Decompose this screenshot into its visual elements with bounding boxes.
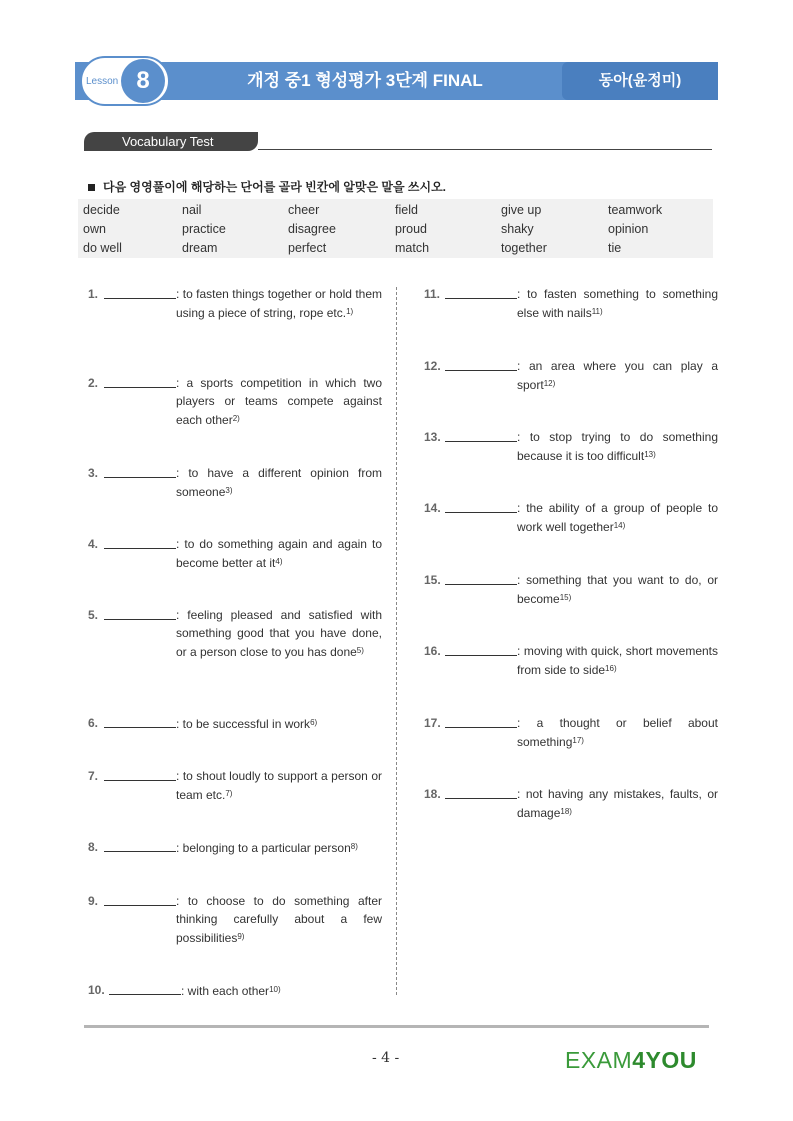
footnote-ref: 8) bbox=[350, 842, 358, 851]
footer-rule bbox=[84, 1025, 709, 1028]
question-number: 9. bbox=[88, 894, 99, 908]
question-number: 8. bbox=[88, 840, 99, 854]
definition-text: : a sports competition in which two players or teams compete against each other bbox=[176, 376, 382, 427]
question-definition bbox=[517, 714, 718, 751]
answer-blank[interactable] bbox=[104, 767, 176, 781]
word-bank-word: teamwork bbox=[608, 203, 663, 217]
question-number: 17. bbox=[424, 716, 441, 730]
question-number: 13. bbox=[424, 430, 441, 444]
publisher-label: 동아(윤정미) bbox=[562, 62, 718, 100]
question-definition bbox=[176, 535, 382, 572]
footnote-ref: 18) bbox=[560, 807, 572, 816]
question-number: 6. bbox=[88, 716, 99, 730]
footnote-ref: 12) bbox=[543, 379, 556, 388]
column-divider bbox=[396, 287, 397, 995]
word-bank-word: perfect bbox=[288, 241, 327, 255]
definition-text: : to do something again and again to become better at it bbox=[176, 537, 382, 570]
question-definition bbox=[517, 785, 718, 822]
question-number: 4. bbox=[88, 537, 99, 551]
question-definition bbox=[176, 767, 382, 804]
brand-logo bbox=[565, 1047, 697, 1074]
definition-text: : to fasten things together or hold them using a piece of string, rope etc. bbox=[176, 287, 382, 320]
question-number: 2. bbox=[88, 376, 99, 390]
footnote-ref: 6) bbox=[310, 718, 318, 727]
footnote-ref: 9) bbox=[237, 932, 245, 941]
question-definition bbox=[517, 642, 718, 679]
question-definition bbox=[176, 374, 382, 429]
lesson-number: 8 bbox=[121, 59, 165, 103]
answer-blank[interactable] bbox=[445, 785, 517, 799]
footnote-ref: 2) bbox=[232, 414, 240, 423]
question-number: 18. bbox=[424, 787, 441, 801]
question-definition bbox=[176, 714, 382, 733]
answer-blank[interactable] bbox=[445, 285, 517, 299]
question-number: 10. bbox=[88, 983, 105, 997]
answer-blank[interactable] bbox=[104, 838, 176, 852]
word-bank-word: together bbox=[501, 241, 547, 255]
word-bank-word: shaky bbox=[501, 222, 534, 236]
footnote-ref: 11) bbox=[591, 307, 603, 316]
footnote-ref: 5) bbox=[356, 646, 364, 655]
word-bank bbox=[78, 199, 713, 258]
answer-blank[interactable] bbox=[104, 374, 176, 388]
definition-text: : with each other bbox=[181, 984, 270, 998]
definition-text: : to shout loudly to support a person or team etc. bbox=[176, 769, 382, 802]
definition-text: : the ability of a group of people to work well together bbox=[517, 501, 718, 534]
definition-text: : something that you want to do, or become bbox=[517, 573, 718, 606]
word-bank-word: tie bbox=[608, 241, 622, 255]
page-title: 개정 중1 형성평가 3단계 FINAL bbox=[247, 71, 483, 90]
question-definition bbox=[176, 892, 382, 947]
word-bank-word: do well bbox=[83, 241, 122, 255]
word-bank-word: proud bbox=[395, 222, 427, 236]
question-definition bbox=[517, 357, 718, 394]
instruction bbox=[88, 178, 446, 195]
bullet-square-icon bbox=[88, 184, 95, 191]
answer-blank[interactable] bbox=[445, 499, 517, 513]
question-number: 7. bbox=[88, 769, 99, 783]
question-definition bbox=[176, 464, 382, 501]
answer-blank[interactable] bbox=[445, 357, 517, 371]
definition-text: : to stop trying to do something because it is too difficult bbox=[517, 430, 718, 463]
word-bank-word: own bbox=[83, 222, 106, 236]
answer-blank[interactable] bbox=[445, 714, 517, 728]
question-definition bbox=[517, 428, 718, 465]
answer-blank[interactable] bbox=[104, 535, 176, 549]
definition-text: : to fasten something to something else with nails bbox=[517, 287, 718, 320]
definition-text: : a thought or belief about something bbox=[517, 716, 718, 749]
footnote-ref: 4) bbox=[275, 557, 283, 566]
definition-text: : moving with quick, short movements from side to side bbox=[517, 644, 718, 677]
footnote-ref: 15) bbox=[559, 593, 572, 602]
answer-blank[interactable] bbox=[445, 428, 517, 442]
footnote-ref: 14) bbox=[613, 521, 626, 530]
instruction-text: 다음 영영풀이에 해당하는 단어를 골라 빈칸에 알맞은 말을 쓰시오. bbox=[103, 180, 446, 194]
answer-blank[interactable] bbox=[104, 606, 176, 620]
question-definition bbox=[517, 571, 718, 608]
footnote-ref: 1) bbox=[346, 307, 354, 316]
page-number: - 4 - bbox=[372, 1050, 400, 1066]
word-bank-word: cheer bbox=[288, 203, 320, 217]
brand-text-a: EXAM bbox=[565, 1047, 633, 1073]
section-rule bbox=[258, 149, 712, 150]
word-bank-word: field bbox=[395, 203, 418, 217]
word-bank-word: decide bbox=[83, 203, 120, 217]
word-bank-word: practice bbox=[182, 222, 226, 236]
answer-blank[interactable] bbox=[104, 714, 176, 728]
word-bank-word: match bbox=[395, 241, 430, 255]
definition-text: : to have a different opinion from someone bbox=[176, 466, 382, 499]
question-number: 12. bbox=[424, 359, 441, 373]
question-number: 14. bbox=[424, 501, 441, 515]
question-definition bbox=[176, 285, 382, 322]
answer-blank[interactable] bbox=[445, 642, 517, 656]
definition-text: : to choose to do something after thinking carefully about a few possibilities bbox=[176, 894, 382, 945]
answer-blank[interactable] bbox=[104, 464, 176, 478]
answer-blank[interactable] bbox=[445, 571, 517, 585]
question-number: 16. bbox=[424, 644, 441, 658]
question-number: 15. bbox=[424, 573, 441, 587]
definition-text: : an area where you can play a sport bbox=[517, 359, 718, 392]
question-definition bbox=[517, 499, 718, 536]
definition-text: : feeling pleased and satisfied with something good that you have done, or a person close to you has done bbox=[176, 608, 382, 659]
question-definition bbox=[517, 285, 718, 322]
answer-blank[interactable] bbox=[109, 981, 181, 995]
word-bank-word: opinion bbox=[608, 222, 649, 236]
footnote-ref: 13) bbox=[644, 450, 656, 459]
lesson-label: Lesson bbox=[86, 76, 119, 87]
footnote-ref: 16) bbox=[605, 664, 617, 673]
definition-text: : belonging to a particular person bbox=[176, 841, 351, 855]
footnote-ref: 3) bbox=[225, 486, 233, 495]
footnote-ref: 17) bbox=[572, 736, 584, 745]
answer-blank[interactable] bbox=[104, 892, 176, 906]
question-number: 5. bbox=[88, 608, 99, 622]
question-number: 3. bbox=[88, 466, 99, 480]
question-definition bbox=[181, 981, 382, 1000]
word-bank-word: nail bbox=[182, 203, 202, 217]
word-bank-word: give up bbox=[501, 203, 542, 217]
question-number: 11. bbox=[424, 287, 441, 301]
definition-text: : to be successful in work bbox=[176, 717, 311, 731]
question-definition bbox=[176, 606, 382, 661]
brand-text-b: 4YOU bbox=[632, 1047, 697, 1073]
definition-text: : not having any mistakes, faults, or damage bbox=[517, 787, 718, 820]
word-bank-word: dream bbox=[182, 241, 218, 255]
question-number: 1. bbox=[88, 287, 99, 301]
section-label: Vocabulary Test bbox=[84, 132, 258, 151]
question-definition bbox=[176, 838, 382, 857]
footnote-ref: 10) bbox=[269, 985, 281, 994]
word-bank-word: disagree bbox=[288, 222, 336, 236]
answer-blank[interactable] bbox=[104, 285, 176, 299]
footnote-ref: 7) bbox=[225, 789, 233, 798]
